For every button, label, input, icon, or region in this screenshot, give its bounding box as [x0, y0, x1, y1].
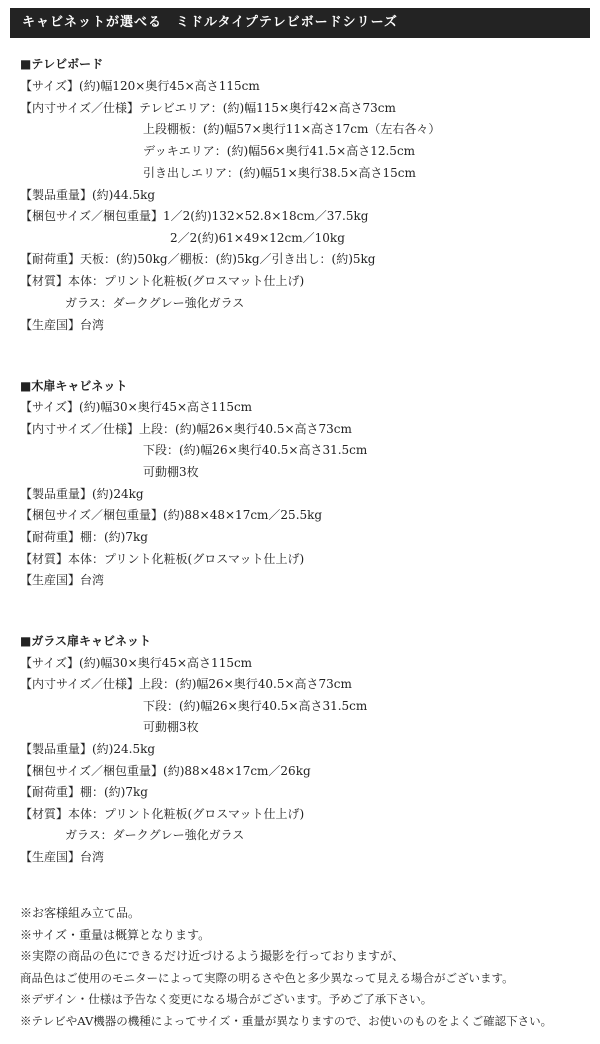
spec-line: 下段：(約)幅26×奥行40.5×高さ31.5cm [143, 443, 368, 457]
spec-line: 【材質】本体：プリント化粧板(グロスマット仕上げ) [20, 274, 305, 288]
spec-line: 【製品重量】(約)24.5kg [20, 742, 156, 756]
spec-line: 【梱包サイズ／梱包重量】(約)88×48×17cm／25.5kg [20, 508, 323, 522]
spec-line: 2／2(約)61×49×12cm／10kg [170, 231, 345, 245]
spec-line: 【材質】本体：プリント化粧板(グロスマット仕上げ) [20, 807, 305, 821]
spec-line: 引き出しエリア：(約)幅51×奥行38.5×高さ15cm [143, 166, 416, 180]
spec-line: 【生産国】台湾 [20, 318, 105, 332]
spec-line: 【内寸サイズ／仕様】上段：(約)幅26×奥行40.5×高さ73cm [20, 422, 352, 436]
spec-line: 【内寸サイズ／仕様】テレビエリア：(約)幅115×奥行42×高さ73cm [20, 101, 396, 115]
spec-line: 【耐荷重】棚：(約)7kg [20, 530, 148, 544]
note-line: ※デザイン・仕様は予告なく変更になる場合がございます。予めご了承下さい。 [20, 992, 433, 1006]
spec-line: 【生産国】台湾 [20, 850, 105, 864]
spec-line: 上段棚板：(約)幅57×奥行11×高さ17cm（左右各々） [143, 122, 441, 136]
spec-line: 可動棚3枚 [143, 465, 199, 479]
spec-line: ガラス：ダークグレー強化ガラス [65, 296, 245, 310]
spec-line: 下段：(約)幅26×奥行40.5×高さ31.5cm [143, 699, 368, 713]
note-line: ※テレビやAV機器の機種によってサイズ・重量が異なりますので、お使いのものをよくご確認下さい。 [20, 1014, 553, 1028]
spec-line: 【梱包サイズ／梱包重量】(約)88×48×17cm／26kg [20, 764, 311, 778]
section-heading-tv-board: ■テレビボード [20, 57, 104, 71]
note-line: ※実際の商品の色にできるだけ近づけるよう撮影を行っておりますが、 [20, 949, 405, 963]
note-line: 商品色はご使用のモニターによって実際の明るさや色と多少異なって見える場合がございます。 [20, 971, 514, 985]
spec-line: 【サイズ】(約)幅120×奥行45×高さ115cm [20, 79, 260, 93]
spec-line: 【材質】本体：プリント化粧板(グロスマット仕上げ) [20, 552, 305, 566]
spec-line: 【耐荷重】天板：(約)50kg／棚板：(約)5kg／引き出し：(約)5kg [20, 252, 376, 266]
spec-line: 【サイズ】(約)幅30×奥行45×高さ115cm [20, 656, 253, 670]
note-line: ※お客様組み立て品。 [20, 906, 141, 920]
spec-line: デッキエリア：(約)幅56×奥行41.5×高さ12.5cm [143, 144, 416, 158]
spec-line: 【生産国】台湾 [20, 573, 105, 587]
spec-line: 【耐荷重】棚：(約)7kg [20, 785, 148, 799]
spec-line: 【内寸サイズ／仕様】上段：(約)幅26×奥行40.5×高さ73cm [20, 677, 352, 691]
spec-line: 【梱包サイズ／梱包重量】1／2(約)132×52.8×18cm／37.5kg [20, 209, 369, 223]
spec-line: ガラス：ダークグレー強化ガラス [65, 828, 245, 842]
spec-line: 【サイズ】(約)幅30×奥行45×高さ115cm [20, 400, 253, 414]
spec-line: 【製品重量】(約)44.5kg [20, 188, 156, 202]
spec-line: 可動棚3枚 [143, 720, 199, 734]
spec-line: 【製品重量】(約)24kg [20, 487, 144, 501]
section-heading-glass-cabinet: ■ガラス扉キャビネット [20, 634, 151, 648]
section-heading-wood-cabinet: ■木扉キャビネット [20, 379, 128, 393]
page-header: キャビネットが選べる ミドルタイプテレビボードシリーズ [10, 8, 590, 38]
note-line: ※サイズ・重量は概算となります。 [20, 928, 211, 942]
